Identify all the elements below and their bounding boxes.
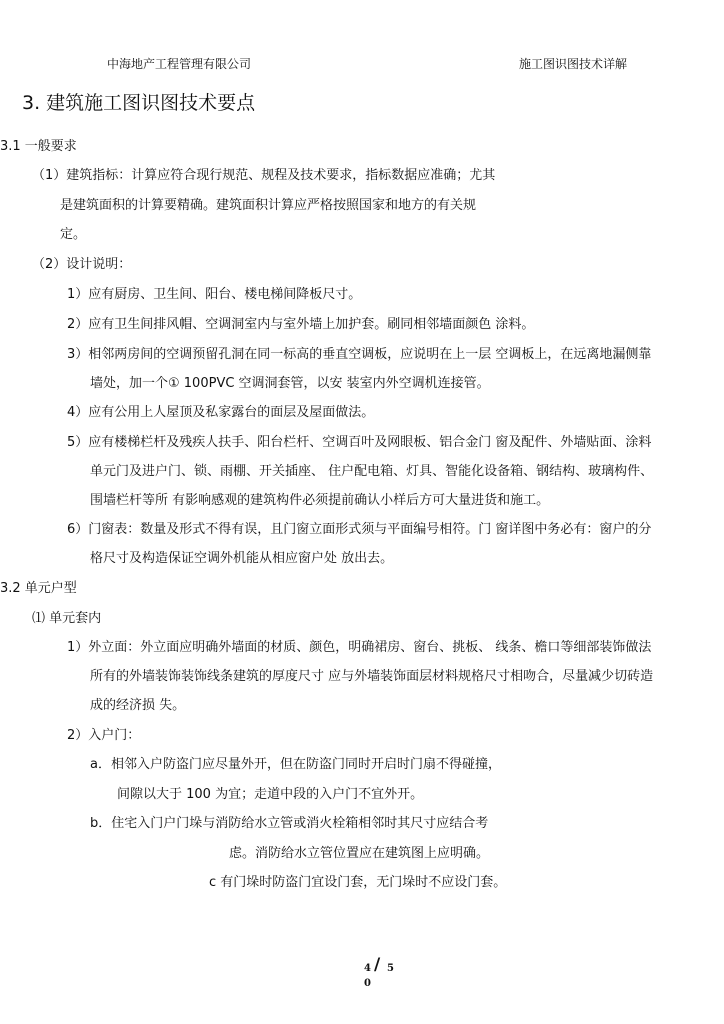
list-item: 1）外立面：外立面应明确外墙面的材质、颜色，明确裙房、窗台、挑板、 线条、檐口等细部装饰做法	[67, 640, 652, 655]
list-title: （2）设计说明：	[32, 257, 132, 272]
list-title: ⑴ 单元套内	[32, 611, 102, 626]
list-item-continuation: 围墙栏杆等所 有影响感观的建筑构件必须提前确认小样后方可大量进货和施工。	[90, 493, 550, 508]
subsection-heading-3-1: 3.1 一般要求	[0, 139, 77, 154]
sub-list-item-continuation: 虑。消防给水立管位置应在建筑图上应明确。	[229, 846, 490, 861]
page-number-separator: /	[374, 955, 381, 975]
list-item: 1）应有厨房、卫生间、阳台、楼电梯间降板尺寸。	[67, 287, 362, 302]
header-company: 中海地产工程管理有限公司	[107, 57, 252, 71]
sub-list-item: b．住宅入门户门垛与消防给水立管或消火栓箱相邻时其尺寸应结合考	[90, 816, 489, 831]
list-item-continuation: 成的经济损 失。	[90, 698, 186, 713]
list-item: 2）入户门：	[67, 728, 141, 743]
sub-list-item-continuation: 间隙以大于 100 为宜；走道中段的入户门不宜外开。	[117, 787, 424, 802]
list-item: 4）应有公用上人屋顶及私家露台的面层及屋面做法。	[67, 405, 375, 420]
sub-list-item: c 有门垛时防盗门宜设门套，无门垛时不应设门套。	[209, 875, 507, 890]
list-item: 3）相邻两房间的空调预留孔洞在同一标高的垂直空调板，应说明在上一层 空调板上，在远离地漏侧靠	[67, 347, 652, 362]
subsection-heading-3-2: 3.2 单元户型	[0, 581, 77, 596]
page-number-current: 4	[364, 963, 371, 974]
list-item-continuation: 墙处，加一个① 100PVC 空调洞套管，以安 装室内外空调机连接管。	[90, 376, 490, 391]
page-number-current-second-digit: 0	[364, 978, 371, 989]
list-item: 2）应有卫生间排风帽、空调洞室内与室外墙上加护套。刷同相邻墙面颜色 涂料。	[67, 317, 535, 332]
list-item-continuation: 格尺寸及构造保证空调外机能从相应窗户处 放出去。	[90, 551, 394, 566]
paragraph-line: 是建筑面积的计算要精确。建筑面积计算应严格按照国家和地方的有关规	[60, 198, 477, 213]
list-item-continuation: 单元门及进户门、锁、雨棚、开关插座、 住户配电箱、灯具、智能化设备箱、钢结构、玻璃构件、	[90, 464, 654, 479]
section-heading: 3. 建筑施工图识图技术要点	[22, 92, 256, 114]
page-number-total: 5	[387, 963, 394, 974]
list-item: 5）应有楼梯栏杆及残疾人扶手、阳台栏杆、空调百叶及网眼板、铝合金门 窗及配件、外墙贴面、涂料	[67, 435, 652, 450]
paragraph-line: （1）建筑指标：计算应符合现行规范、规程及技术要求，指标数据应准确；尤其	[32, 168, 496, 183]
list-item-continuation: 所有的外墙装饰装饰线条建筑的厚度尺寸 应与外墙装饰面层材料规格尺寸相吻合，尽量减少切砖造	[90, 669, 654, 684]
paragraph-line: 定。	[60, 227, 87, 242]
sub-list-item: a．相邻入户防盗门应尽量外开，但在防盗门同时开启时门扇不得碰撞，	[90, 757, 501, 772]
list-item: 6）门窗表：数量及形式不得有误，且门窗立面形式须与平面编号相符。门 窗详图中务必有：窗户的分	[67, 522, 652, 537]
header-doc-title: 施工图识图技术详解	[519, 57, 628, 71]
